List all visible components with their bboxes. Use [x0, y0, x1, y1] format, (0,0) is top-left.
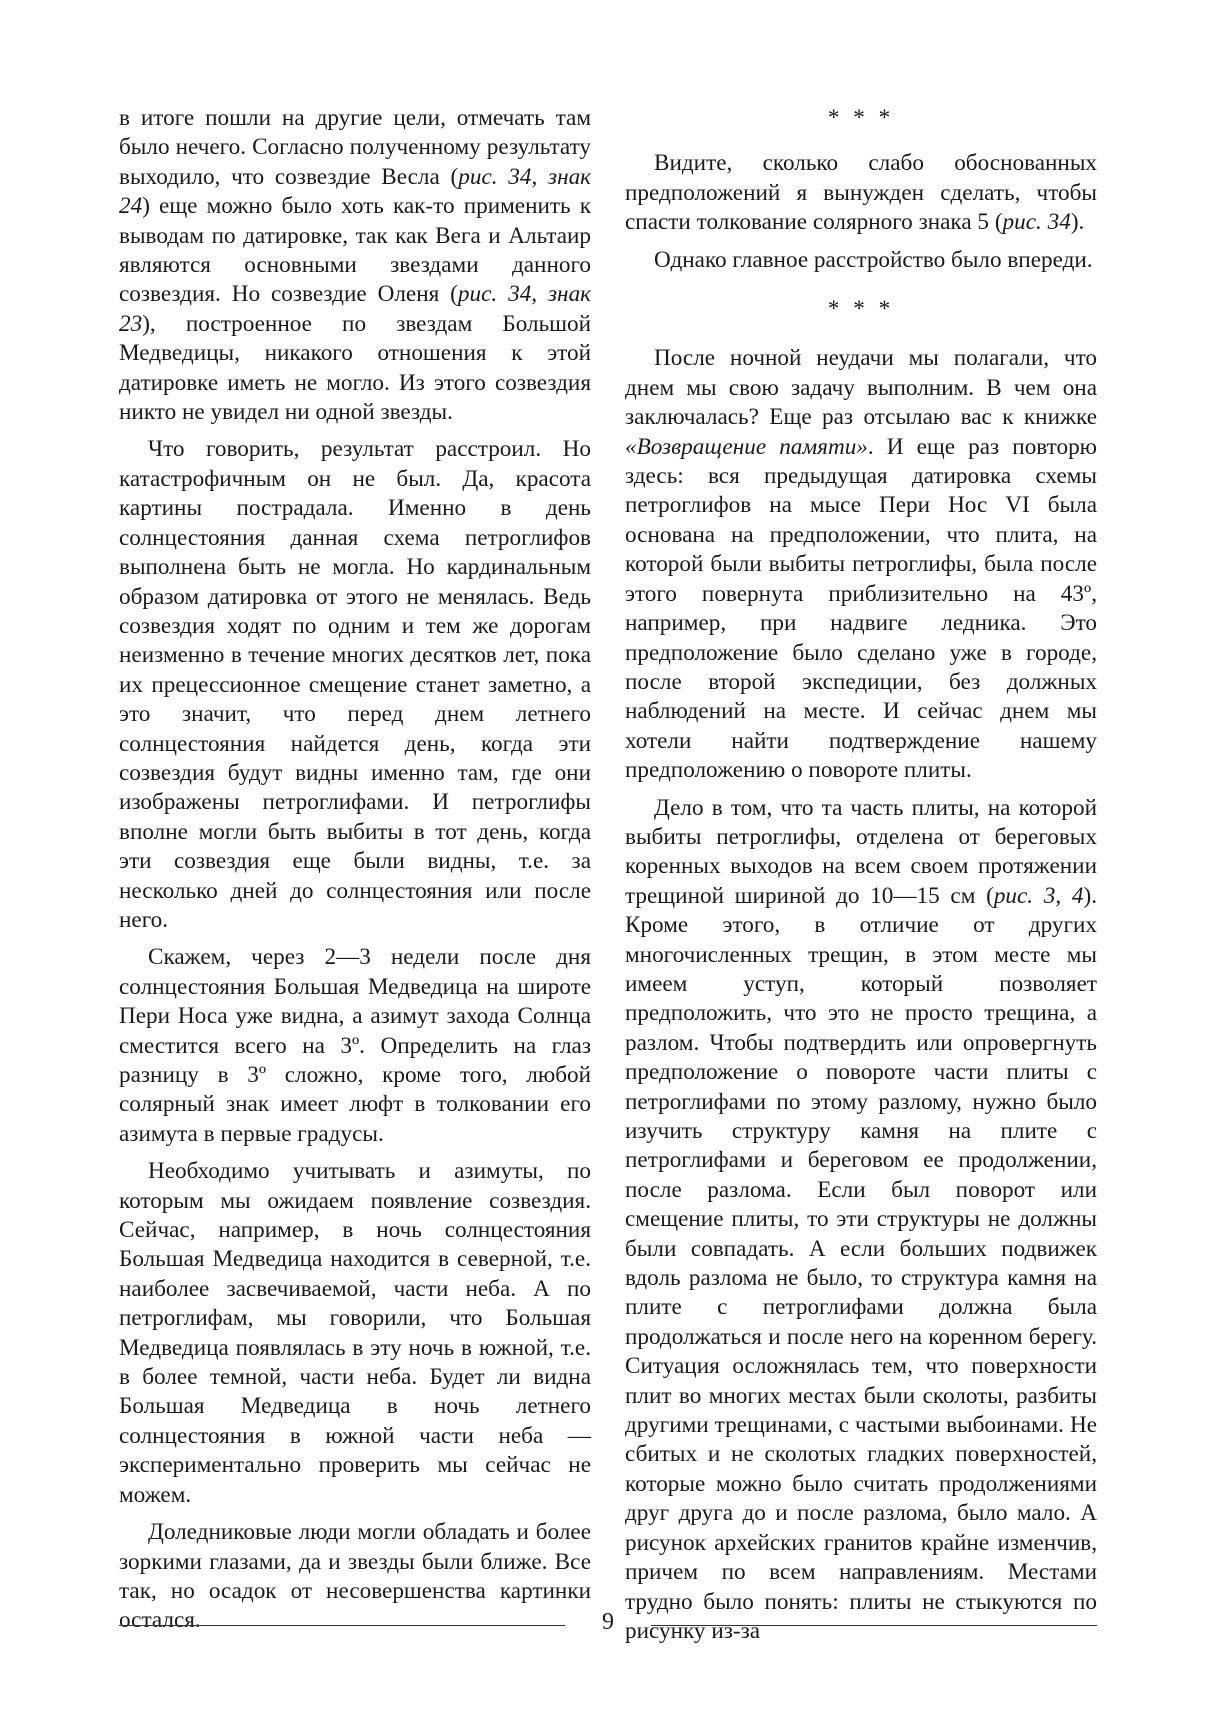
- figure-ref: рис. 3: [993, 882, 1056, 909]
- paragraph: Однако главное расстройство было впереди.: [654, 246, 1093, 273]
- figure-ref: рис. 34: [458, 163, 532, 190]
- sign-ref: знак 23: [119, 281, 592, 337]
- section-separator: * * *: [827, 296, 895, 323]
- paragraph-continuation: в итоге пошли на другие цели, отмечать там было нечего. Согласно полученному результату выходило, что созвездие Весла (рис. 34, знак 24) еще можно было хоть как-то применить к выводам по датировке, так как Вега и Альтаир являются основными звездами данного созвездия. Но созвездие Оленя (рис. 34, знак 23), построенное по звездам Большой Медведицы, никакого отношения к этой датировке иметь не могло. Из этого созвездия никто не увидел ни одной звезды.: [119, 105, 592, 426]
- sign-ref: знак 24: [119, 163, 592, 220]
- section-separator: * * *: [827, 105, 895, 131]
- figure-ref: рис. 34: [457, 281, 532, 308]
- paragraph: Что говорить, результат расстроил. Но катастрофичным он не был. Да, красота картины пострадала. Именно в день солнцестояния данная схема петроглифов выполнена быть не могла. Но кардинальным образом датировка от этого не менялась. Ведь созвездия ходят по одним и тем же дорогам неизменно в течение многих десятков лет, пока их прецессионное смещение станет заметно, а это значит, что перед днем летнего солнцестояния найдется день, когда эти созвездия будут видны именно там, где они изображены петроглифами. И петроглифы вполне могли быть выбиты в тот день, когда эти созвездия еще были видны, т.е. за несколько дней до солнцестояния или после него.: [119, 436, 591, 933]
- figure-ref: 4: [1071, 882, 1084, 909]
- paragraph: Доледниковые люди могли обладать и более зоркими глазами, да и звезды были ближе. Все так, но осадок от несовершенства картинки остался.: [119, 1519, 591, 1634]
- paragraph: Дело в том, что та часть плиты, на которой выбиты петроглифы, отделена от береговых коренных выходов на всем своем протяжении трещиной шириной до 10—15 см (рис. 3, 4). Кроме этого, в отличие от других многочисленных трещин, в этом месте мы имеем уступ, который позволяет предположить, что это не просто трещина, а разлом. Чтобы подтвердить или опровергнуть предположение о повороте части плиты с петроглифами по этому разлому, нужно было изучить структуру камня на плите с петроглифами и береговом ее продолжении, после разлома. Если был поворот или смещение плиты, то эти структуры не должны были совпадать. А если больших подвижек вдоль разлома не было, то структура камня на плите с петроглифами должна была продолжаться и после него на коренном берегу. Ситуация осложнялась тем, что поверхности плит во многих местах были сколоты, разбиты другими трещинами, с частыми выбоинами. Не сбитых и не сколотых гладких поверхностей, которые можно было считать продолжениями друг друга до и после разлома, было мало. А рисунок архейских гранитов крайне изменчив, причем по всем направлениям. Местами трудно было понять: плиты не стыкуются по рисунку из-за: [625, 794, 1098, 1644]
- book-title-ref: «Возвращение памяти»: [625, 433, 868, 460]
- paragraph: Видите, сколько слабо обоснованных предположений я вынужден сделать, чтобы спасти толкование солярного знака 5 (рис. 34).: [625, 150, 1097, 236]
- paragraph: После ночной неудачи мы полагали, что днем мы свою задачу выполним. В чем она заключалась? Еще раз отсылаю вас к книжке «Возвращение памяти». И еще раз повторю здесь: вся предыдущая датировка схемы петроглифов на мысе Пери Нос VI была основана на предположении, что плита, на которой были выбиты петроглифы, была после этого повернута приблизительно на 43º, например, при надвиге ледника. Это предположение было сделано уже в городе, после второй экспедиции, без должных наблюдений на месте. И сейчас днем мы хотели найти подтверждение нашему предположению о повороте плиты.: [625, 345, 1097, 784]
- footer-rule-right: [651, 1625, 1097, 1626]
- figure-ref: рис. 34: [1002, 209, 1071, 236]
- right-column: [625, 104, 1097, 1646]
- paragraph: Необходимо учитывать и азимуты, по которым мы ожидаем появление созвездия. Сейчас, например, в ночь солнцестояния Большая Медведица находится в северной, т.е. наиболее засвечиваемой, части неба. А по петроглифам, мы говорили, что Большая Медведица появлялась в эту ночь в южной, т.е. в более темной, части неба. Будет ли видна Большая Медведица в ночь летнего солнцестояния в южной части неба — экспериментально проверить мы сейчас не можем.: [119, 1158, 591, 1508]
- left-column: [119, 104, 591, 1636]
- page-number: 9: [602, 1609, 614, 1635]
- paragraph: Скажем, через 2—3 недели после дня солнцестояния Большая Медведица на широте Пери Носа уже видна, а азимут захода Солнца сместится всего на 3º. Определить на глаз разницу в 3º сложно, кроме того, любой солярный знак имеет люфт в толковании его азимута в первые градусы.: [119, 944, 591, 1147]
- footer-rule-left: [119, 1625, 565, 1626]
